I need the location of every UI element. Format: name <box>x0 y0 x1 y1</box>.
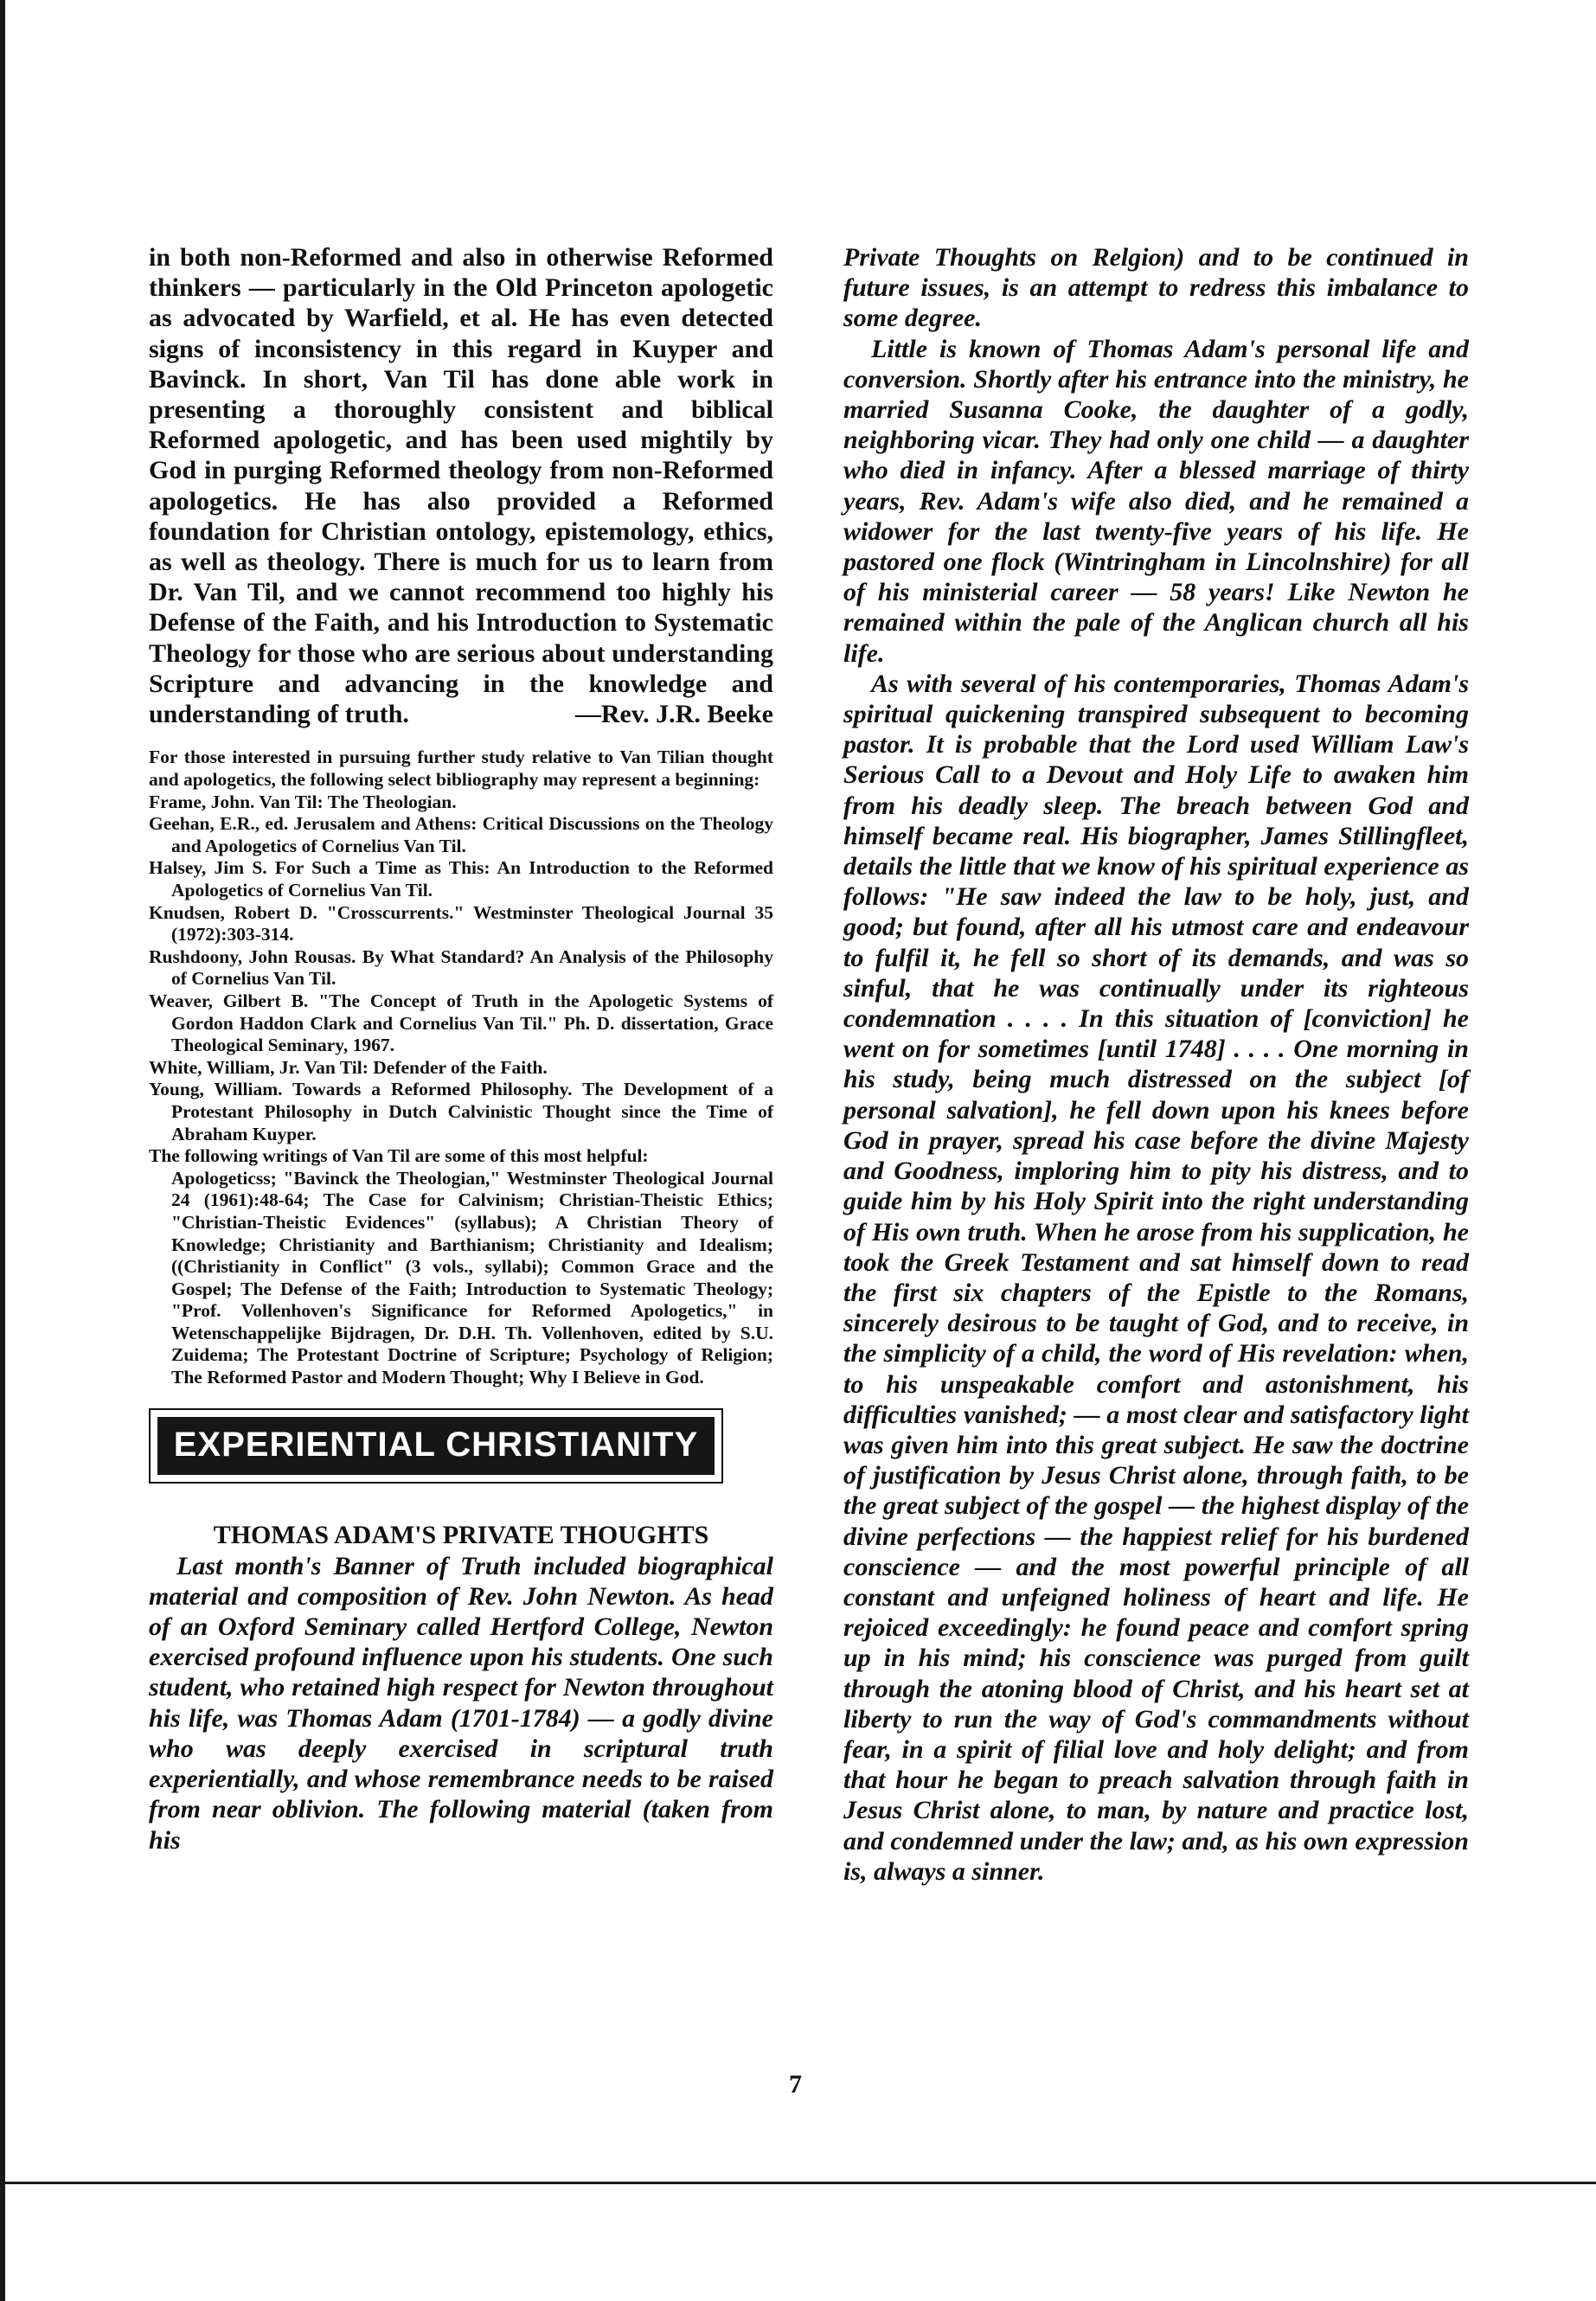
bibliography-entry: Geehan, E.R., ed. Jerusalem and Athens: Critical Discussions on the Theology and Apologetics of Cornelius Van Til. <box>149 813 773 856</box>
vantil-review-paragraph: in both non-Reformed and also in otherwise Reformed thinkers — particularly in the Old Princeton apologetic as advocated by Warfield, et al. He has even detected signs of inconsistency in this regard in Kuyper and Bavinck. In short, Van Til has done able work in presenting a thoroughly consistent and biblical Reformed apologetic, and has been used mightily by God in purging Reformed theology from non-Reformed apologetics. He has also provided a Reformed foundation for Christian ontology, epistemology, ethics, as well as theology. There is much for us to learn from Dr. Van Til, and we cannot recommend too highly his Defense of the Faith, and his Introduction to Systematic Theology for those who are serious about understanding Scripture and advancing in the knowledge and understanding of truth. <box>149 243 773 729</box>
left-column <box>149 242 773 1856</box>
page-left-edge-shadow <box>0 0 5 2301</box>
vantil-writings-list: Apologeticss; "Bavinck the Theologian," Westminster Theological Journal 24 (1961):48-64; The Case for Calvinism; Christian-Theistic Ethics; "Christian-Theistic Evidences" (syllabus); A Christian Theory of Knowledge; Christianity and Barthianism; Christianity and Idealism; ((Christianity in Conflict" (3 vols., syllabi); Common Grace and the Gospel; The Defense of the Faith; Introduction to Systematic Theology; "Prof. Vollenhoven's Significance for Reformed Apologetics," in Wetenschappelijke Bijdragen, Dr. D.H. Th. Vollenhoven, edited by S.U. Zuidema; The Protestant Doctrine of Scripture; Psychology of Religion; The Reformed Pastor and Modern Thought; Why I Believe in God. <box>171 1167 773 1388</box>
section-banner <box>149 1408 723 1484</box>
article-title: THOMAS ADAM'S PRIVATE THOUGHTS <box>213 1520 709 1549</box>
page-bottom-edge <box>0 2182 1596 2184</box>
bibliography-entry: Weaver, Gilbert B. "The Concept of Truth in the Apologetic Systems of Gordon Haddon Clark and Cornelius Van Til." Ph. D. dissertation, Grace Theological Seminary, 1967. <box>149 990 773 1056</box>
right-column <box>843 242 1469 1887</box>
bibliography <box>149 747 773 1388</box>
section-banner-label: EXPERIENTIAL CHRISTIANITY <box>157 1417 715 1475</box>
bibliography-entry: Rushdoony, John Rousas. By What Standard? An Analysis of the Philosophy of Cornelius Van Til. <box>149 945 773 990</box>
review-signature: —Rev. J.R. Beeke <box>574 700 773 729</box>
article-paragraph-conversion: As with several of his contemporaries, Thomas Adam's spiritual quickening transpired subsequent to becoming pastor. It is probable that the Lord used William Law's Serious Call to a Devout and Holy Life to awaken him from his deadly sleep. The breach between God and himself became real. His biographer, James Stillingfleet, details the little that we know of his spiritual experience as follows: "He saw indeed the law to be holy, just, and good; but found, after all his utmost care and endeavour to fulfil it, he fell so short of its demands, and was so sinful, that he was continually under its righteous condemnation . . . . In this situation of [conviction] he went on for sometimes [until 1748] . . . . One morning in his study, being much distressed on the subject [of personal salvation], he fell down upon his knees before God in prayer, spread his case before the divine Majesty and Goodness, imploring him to pity his distress, and to guide him by his Holy Spirit into the right understanding of His own truth. When he arose from his supplication, he took the Greek Testament and sat himself down to read the first six chapters of the Epistle to the Romans, sincerely desirous to be taught of God, and to receive, in the simplicity of a child, the word of His revelation: when, to his unspeakable comfort and astonishment, his difficulties vanished; — a most clear and satisfactory light was given him into this great subject. He saw the doctrine of justification by Jesus Christ alone, through faith, to be the great subject of the gospel — the highest display of the divine perfections — the happiest relief for his burdened conscience — and the most powerful principle of all constant and unfeigned holiness of heart and life. He rejoiced exceedingly: he found peace and comfort spring up in his mind; his conscience was purged from guilt through the atoning blood of Christ, and his heart set at liberty to run the way of God's commandments without fear, in a spirit of filial love and holy delight; and from that hour he began to preach salvation through faith in Jesus Christ alone, to man, by nature and practice lost, and condemned under the law; and, as his own expression is, always a sinner. <box>843 669 1469 1886</box>
article-paragraph-life: Little is known of Thomas Adam's personal life and conversion. Shortly after his entrance into the ministry, he married Susanna Cooke, the daughter of a godly, neighboring vicar. They had only one child — a daughter who died in infancy. After a blessed marriage of thirty years, Rev. Adam's wife also died, and he remained a widower for the last twenty-five years of his life. He pastored one flock (Wintringham in Lincolnshire) for all of his ministerial career — 58 years! Like Newton he remained within the pale of the Anglican church all his life. <box>843 334 1469 668</box>
writings-intro: The following writings of Van Til are some of this most helpful: <box>149 1145 649 1167</box>
bibliography-entry: Young, William. Towards a Reformed Philosophy. The Development of a Protestant Philosophy in Dutch Calvinistic Thought since the Time of Abraham Kuyper. <box>149 1079 773 1144</box>
page-number: 7 <box>789 2070 802 2099</box>
article-intro-paragraph: Last month's Banner of Truth included biographical material and composition of Rev. John Newton. As head of an Oxford Seminary called Hertford College, Newton exercised profound influence upon his students. One such student, who retained high respect for Newton throughout his life, was Thomas Adam (1701-1784) — a godly divine who was deeply exercised in scriptural truth experientially, and whose remembrance needs to be raised from near oblivion. The following material (taken from his <box>149 1551 773 1855</box>
bibliography-entry: Knudsen, Robert D. "Crosscurrents." Westminster Theological Journal 35 (1972):303-314. <box>149 901 773 945</box>
bibliography-entry: Frame, John. Van Til: The Theologian. <box>149 791 457 812</box>
article-continuation: Private Thoughts on Relgion) and to be continued in future issues, is an attempt to redress this imbalance to some degree. <box>843 243 1469 333</box>
bibliography-entry: White, William, Jr. Van Til: Defender of the Faith. <box>149 1056 548 1078</box>
bibliography-entry: Halsey, Jim S. For Such a Time as This: An Introduction to the Reformed Apologetics of Cornelius Van Til. <box>149 857 773 901</box>
bibliography-intro: For those interested in pursuing further study relative to Van Tilian thought and apologetics, the following select bibliography may represent a beginning: <box>149 747 773 791</box>
